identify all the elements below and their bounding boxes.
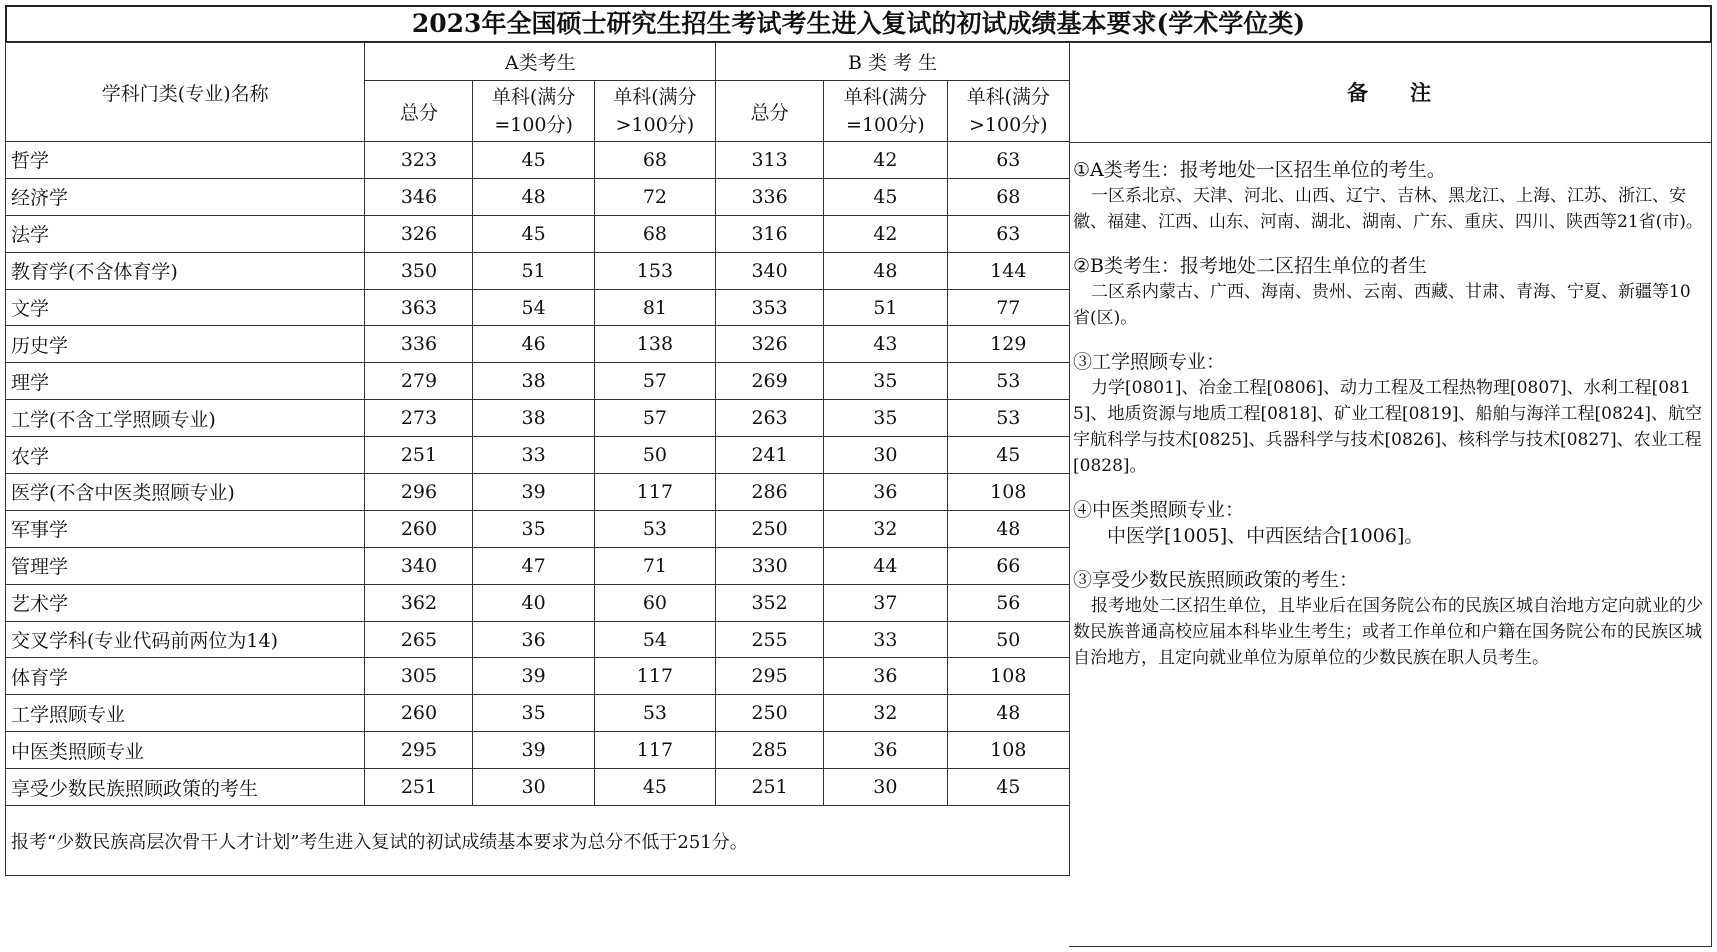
score-cell-b-total: 330: [716, 547, 824, 584]
header-row-1: [6, 43, 1070, 81]
score-cell-b-sgt: 50: [947, 621, 1069, 658]
header-line: 单科(满分: [491, 86, 576, 108]
score-cell-b-s100: 42: [824, 142, 947, 179]
score-cell-b-sgt: 108: [947, 658, 1069, 695]
score-cell-b-sgt: 53: [947, 363, 1069, 400]
score-cell-b-s100: 44: [824, 547, 947, 584]
score-cell-b-total: 263: [716, 400, 824, 437]
score-cell-a-s100: 45: [473, 142, 594, 179]
score-cell-a-s100: 47: [473, 547, 594, 584]
header-line: 单科(满分: [613, 86, 697, 108]
note-item: [1073, 497, 1705, 549]
score-cell-a-s100: 35: [473, 510, 594, 547]
score-cell-b-total: 269: [716, 363, 824, 400]
subject-name-cell: 享受少数民族照顾政策的考生: [6, 769, 365, 806]
score-cell-a-total: 350: [365, 252, 473, 289]
score-cell-b-total: 313: [716, 142, 824, 179]
table-row: [6, 142, 1070, 179]
subject-name-cell: 工学照顾专业: [6, 695, 365, 732]
score-cell-a-total: 362: [365, 584, 473, 621]
score-cell-b-s100: 48: [824, 252, 947, 289]
a-single-gt100-header: [594, 81, 715, 142]
header-line: 单科(满分: [966, 86, 1050, 108]
b-total-header: 总分: [716, 81, 824, 142]
score-cell-b-total: 250: [716, 510, 824, 547]
score-cell-b-sgt: 68: [947, 178, 1069, 215]
notes-header-char: 备: [1347, 80, 1370, 105]
score-cell-a-s100: 39: [473, 658, 594, 695]
table-row: [6, 474, 1070, 511]
subject-name-cell: 管理学: [6, 547, 365, 584]
note-title: ①A类考生：报考地处一区招生单位的考生。: [1073, 159, 1446, 181]
b-single-100-header: [824, 81, 947, 142]
score-cell-b-sgt: 144: [947, 252, 1069, 289]
score-cell-a-s100: 51: [473, 252, 594, 289]
score-cell-a-total: 260: [365, 510, 473, 547]
footer-note: 报考“少数民族高层次骨干人才计划”考生进入复试的初试成绩基本要求为总分不低于251分。: [6, 806, 1070, 876]
note-title: ②B类考生：报考地处二区招生单位的者生: [1073, 255, 1427, 277]
score-cell-a-sgt: 153: [594, 252, 715, 289]
score-cell-a-sgt: 45: [594, 769, 715, 806]
score-cell-a-sgt: 68: [594, 215, 715, 252]
notes-header: [1069, 43, 1711, 143]
score-cell-b-total: 353: [716, 289, 824, 326]
score-cell-b-s100: 36: [824, 658, 947, 695]
subject-name-cell: 工学(不含工学照顾专业): [6, 400, 365, 437]
table-row: [6, 400, 1070, 437]
score-cell-b-s100: 51: [824, 289, 947, 326]
score-cell-a-total: 251: [365, 437, 473, 474]
note-text: 二区系内蒙古、广西、海南、贵州、云南、西藏、甘肃、青海、宁夏、新疆等10省(区)。: [1073, 282, 1691, 328]
subject-name-cell: 哲学: [6, 142, 365, 179]
note-text: 报考地处二区招生单位，且毕业后在国务院公布的民族区城自治地方定向就业的少数民族普通高校应届本科毕业生考生；或者工作单位和户籍在国务院公布的民族区城自治地方，且定向就业单位为原单位的少数民族在职人员考生。: [1073, 596, 1703, 668]
score-cell-a-total: 260: [365, 695, 473, 732]
score-cell-a-s100: 38: [473, 400, 594, 437]
table-row: [6, 289, 1070, 326]
score-cell-b-total: 295: [716, 658, 824, 695]
score-cell-a-total: 251: [365, 769, 473, 806]
score-cell-b-s100: 37: [824, 584, 947, 621]
score-cell-b-sgt: 108: [947, 732, 1069, 769]
score-cell-b-s100: 43: [824, 326, 947, 363]
score-cell-a-s100: 39: [473, 474, 594, 511]
notes-body: [1069, 143, 1711, 671]
score-cell-a-sgt: 50: [594, 437, 715, 474]
score-cell-b-total: 326: [716, 326, 824, 363]
score-cell-a-total: 279: [365, 363, 473, 400]
score-cell-b-sgt: 45: [947, 769, 1069, 806]
score-cell-a-total: 305: [365, 658, 473, 695]
score-cell-a-sgt: 54: [594, 621, 715, 658]
score-cell-a-total: 340: [365, 547, 473, 584]
score-cell-b-sgt: 45: [947, 437, 1069, 474]
score-cell-b-s100: 35: [824, 400, 947, 437]
table-row: [6, 621, 1070, 658]
score-cell-b-sgt: 63: [947, 215, 1069, 252]
score-cell-a-sgt: 71: [594, 547, 715, 584]
table-row: [6, 769, 1070, 806]
subject-name-cell: 法学: [6, 215, 365, 252]
note-text: 一区系北京、天津、河北、山西、辽宁、吉林、黑龙江、上海、江苏、浙江、安徽、福建、江西、山东、河南、湖北、湖南、广东、重庆、四川、陕西等21省(市)。: [1073, 186, 1703, 232]
score-requirements-sheet: [5, 5, 1712, 945]
table-row: [6, 695, 1070, 732]
score-cell-b-total: 251: [716, 769, 824, 806]
score-cell-a-s100: 35: [473, 695, 594, 732]
score-cell-b-total: 316: [716, 215, 824, 252]
score-cell-a-total: 323: [365, 142, 473, 179]
note-item: [1073, 349, 1705, 479]
score-cell-b-s100: 36: [824, 732, 947, 769]
score-cell-b-s100: 35: [824, 363, 947, 400]
note-item: [1073, 567, 1705, 671]
header-line: >100分): [615, 114, 695, 136]
header-line: >100分): [968, 114, 1048, 136]
score-cell-a-sgt: 60: [594, 584, 715, 621]
subject-name-cell: 体育学: [6, 658, 365, 695]
score-cell-b-total: 286: [716, 474, 824, 511]
table-row: [6, 658, 1070, 695]
score-cell-a-sgt: 68: [594, 142, 715, 179]
table-row: [6, 547, 1070, 584]
score-cell-b-sgt: 56: [947, 584, 1069, 621]
score-cell-b-s100: 32: [824, 510, 947, 547]
score-cell-b-sgt: 63: [947, 142, 1069, 179]
score-cell-a-total: 265: [365, 621, 473, 658]
table-row: [6, 215, 1070, 252]
score-cell-b-s100: 33: [824, 621, 947, 658]
score-cell-a-sgt: 72: [594, 178, 715, 215]
score-table: [5, 42, 1070, 876]
note-text: 力学[0801]、冶金工程[0806]、动力工程及工程热物理[0807]、水利工程[0815]、地质资源与地质工程[0818]、矿业工程[0819]、船舶与海洋工程[0824]、航空宇航科学与技术[0825]、兵器科学与技术[0826]、核科学与技术[0827]、农业工程[0828]。: [1073, 378, 1703, 476]
score-cell-a-s100: 38: [473, 363, 594, 400]
subject-name-cell: 中医类照顾专业: [6, 732, 365, 769]
document-title: 2023年全国硕士研究生招生考试考生进入复试的初试成绩基本要求(学术学位类): [5, 5, 1712, 43]
score-cell-a-total: 295: [365, 732, 473, 769]
score-cell-b-total: 241: [716, 437, 824, 474]
score-cell-b-total: 255: [716, 621, 824, 658]
table-row: [6, 584, 1070, 621]
header-line: 单科(满分: [843, 86, 928, 108]
subject-name-cell: 理学: [6, 363, 365, 400]
header-line: =100分): [846, 114, 925, 136]
score-cell-a-s100: 46: [473, 326, 594, 363]
score-cell-b-sgt: 48: [947, 510, 1069, 547]
note-title: ③享受少数民族照顾政策的考生：: [1073, 569, 1359, 591]
footer-row: [6, 806, 1070, 876]
score-cell-a-s100: 48: [473, 178, 594, 215]
subject-column-header: 学科门类(专业)名称: [6, 43, 365, 142]
score-cell-a-s100: 45: [473, 215, 594, 252]
note-title: ③工学照顾专业：: [1073, 351, 1226, 373]
score-rows: [6, 142, 1070, 806]
score-cell-a-sgt: 117: [594, 474, 715, 511]
score-cell-a-s100: 33: [473, 437, 594, 474]
score-cell-b-total: 340: [716, 252, 824, 289]
table-row: [6, 326, 1070, 363]
subject-name-cell: 历史学: [6, 326, 365, 363]
note-title: ④中医类照顾专业：: [1073, 499, 1245, 521]
score-cell-b-sgt: 48: [947, 695, 1069, 732]
group-a-header: A类考生: [365, 43, 716, 81]
notes-header-char: 注: [1410, 80, 1433, 105]
score-cell-a-sgt: 57: [594, 400, 715, 437]
b-single-gt100-header: [947, 81, 1069, 142]
subject-name-cell: 经济学: [6, 178, 365, 215]
score-cell-a-s100: 36: [473, 621, 594, 658]
score-cell-a-sgt: 81: [594, 289, 715, 326]
score-cell-a-sgt: 53: [594, 695, 715, 732]
score-cell-b-sgt: 66: [947, 547, 1069, 584]
score-cell-b-total: 285: [716, 732, 824, 769]
score-cell-a-sgt: 117: [594, 732, 715, 769]
score-cell-b-sgt: 108: [947, 474, 1069, 511]
subject-name-cell: 教育学(不含体育学): [6, 252, 365, 289]
table-row: [6, 363, 1070, 400]
score-cell-a-total: 296: [365, 474, 473, 511]
score-cell-a-total: 346: [365, 178, 473, 215]
score-cell-b-s100: 32: [824, 695, 947, 732]
score-cell-a-s100: 39: [473, 732, 594, 769]
score-cell-b-s100: 42: [824, 215, 947, 252]
subject-name-cell: 军事学: [6, 510, 365, 547]
table-row: [6, 510, 1070, 547]
score-cell-a-sgt: 117: [594, 658, 715, 695]
group-b-header: B 类 考 生: [716, 43, 1070, 81]
score-cell-a-total: 336: [365, 326, 473, 363]
score-cell-b-total: 250: [716, 695, 824, 732]
score-cell-b-sgt: 129: [947, 326, 1069, 363]
score-cell-a-total: 326: [365, 215, 473, 252]
subject-name-cell: 医学(不含中医类照顾专业): [6, 474, 365, 511]
score-cell-b-total: 352: [716, 584, 824, 621]
score-cell-b-sgt: 53: [947, 400, 1069, 437]
subject-name-cell: 文学: [6, 289, 365, 326]
score-cell-a-total: 273: [365, 400, 473, 437]
score-cell-b-s100: 36: [824, 474, 947, 511]
a-total-header: 总分: [365, 81, 473, 142]
score-cell-b-s100: 30: [824, 437, 947, 474]
subject-name-cell: 交叉学科(专业代码前两位为14): [6, 621, 365, 658]
note-text: 中医学[1005]、中西医结合[1006]。: [1107, 525, 1424, 547]
score-cell-a-sgt: 138: [594, 326, 715, 363]
score-cell-a-total: 363: [365, 289, 473, 326]
subject-name-cell: 艺术学: [6, 584, 365, 621]
table-row: [6, 732, 1070, 769]
score-cell-b-s100: 45: [824, 178, 947, 215]
header-line: =100分): [494, 114, 573, 136]
table-row: [6, 178, 1070, 215]
score-cell-a-s100: 30: [473, 769, 594, 806]
score-cell-a-s100: 40: [473, 584, 594, 621]
score-cell-a-sgt: 53: [594, 510, 715, 547]
notes-panel: [1069, 42, 1712, 947]
note-item: [1073, 157, 1705, 235]
score-cell-a-sgt: 57: [594, 363, 715, 400]
score-cell-b-sgt: 77: [947, 289, 1069, 326]
note-item: [1073, 253, 1705, 331]
subject-name-cell: 农学: [6, 437, 365, 474]
table-row: [6, 437, 1070, 474]
score-cell-b-total: 336: [716, 178, 824, 215]
table-row: [6, 252, 1070, 289]
score-cell-a-s100: 54: [473, 289, 594, 326]
a-single-100-header: [473, 81, 594, 142]
score-cell-b-s100: 30: [824, 769, 947, 806]
